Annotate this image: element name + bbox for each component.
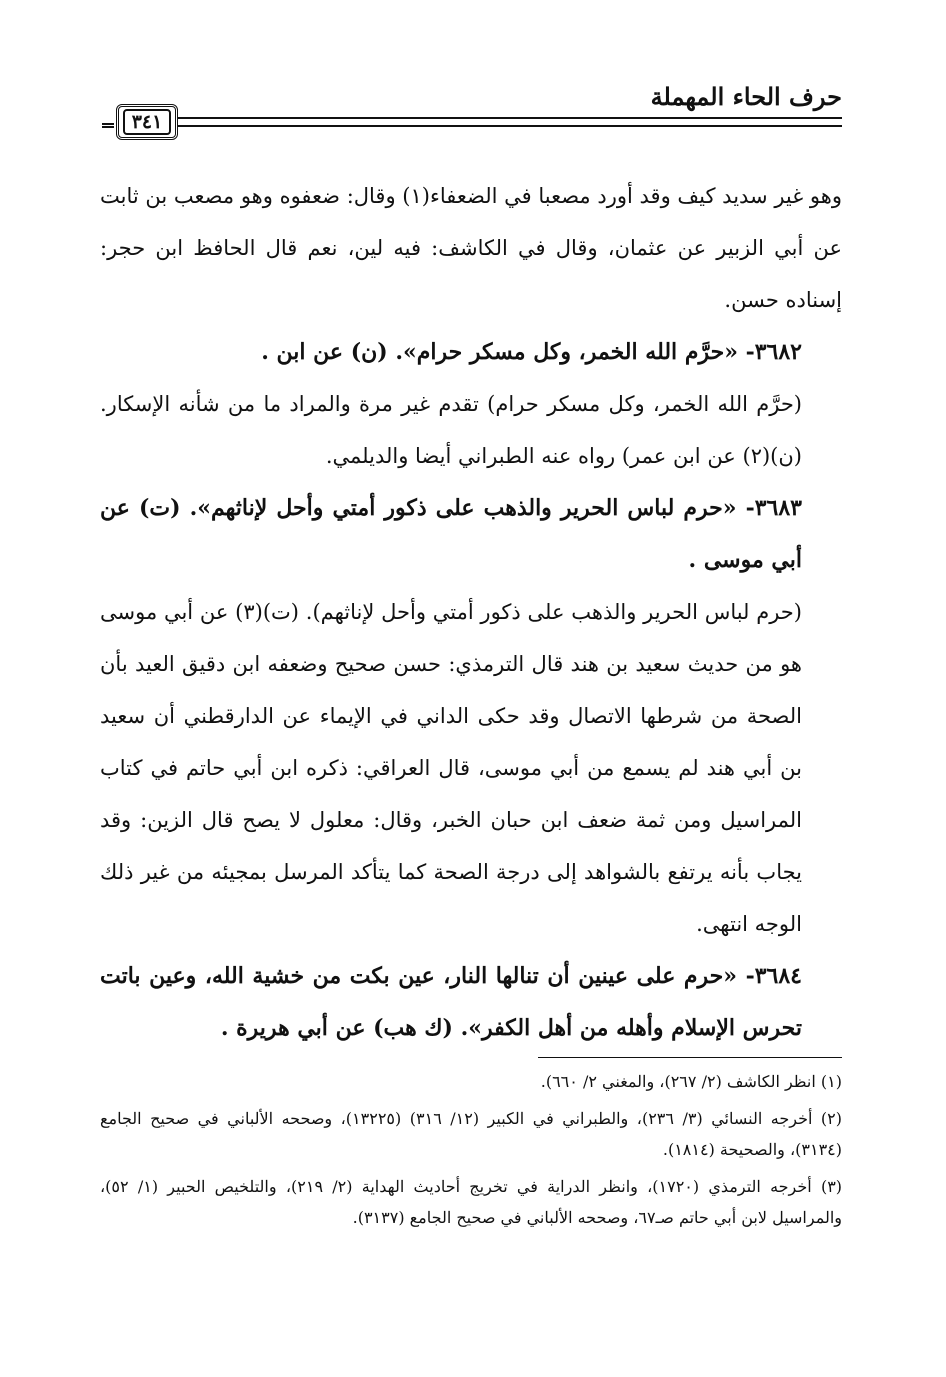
page-number-frame [116, 104, 178, 140]
header-rule-end [102, 123, 114, 128]
footnote-1: (١) انظر الكاشف (٢/ ٢٦٧)، والمغني ٢/ ٦٦٠). [540, 1072, 842, 1091]
page-header-title: حرف الحاء المهملة [650, 82, 842, 111]
paragraph-continuation: وهو غير سديد كيف وقد أورد مصعبا في الضعفاء(١) وقال: ضعفوه وهو مصعب بن ثابت عن أبي الزبير عن عثمان، وقال في الكاشف: فيه لين، نعم قال الحافظ ابن حجر: إسناده حسن. [100, 184, 842, 312]
footnotes [100, 1066, 842, 1239]
commentary-3683: (حرم لباس الحرير والذهب على ذكور أمتي وأحل لإناثهم). (ت)(٣) عن أبي موسى هو من حديث سعيد بن هند قال الترمذي: حسن صحيح وضعفه ابن دقيق العيد بأن الصحة من شرطها الاتصال وقد حكى الداني في الإيماء عن الدارقطني أن سعيد بن أبي هند لم يسمع من أبي موسى، قال العراقي: ذكره ابن أبي حاتم في كتاب المراسيل ومن ثمة ضعف ابن حبان الخبر، وقال: معلول لا يصح قال الزين: وقد يجاب بأنه يرتفع بالشواهد إلى درجة الصحة كما يتأكد المرسل بمجيئه من غير ذلك الوجه انتهى. [100, 600, 802, 936]
main-text [100, 170, 842, 1054]
hadith-entry-3683: ٣٦٨٣- «حرم لباس الحرير والذهب على ذكور أمتي وأحل لإناثهم». (ت) عن أبي موسى . [100, 495, 802, 573]
hadith-entry-3682: ٣٦٨٢- «حرَّم الله الخمر، وكل مسكر حرام». (ن) عن ابن . [261, 339, 802, 365]
hadith-entry-3684: ٣٦٨٤- «حرم على عينين أن تنالها النار، عين بكت من خشية الله، وعين باتت تحرس الإسلام وأهله من أهل الكفر». (ك هب) عن أبي هريرة . [100, 963, 802, 1041]
page-number: ٣٤١ [123, 109, 171, 135]
footnote-separator [538, 1057, 842, 1058]
footnote-3: (٣) أخرجه الترمذي (١٧٢٠)، وانظر الدراية في تخريج أحاديث الهداية (٢/ ٢١٩)، والتلخيص الحبير (١/ ٥٢)، والمراسيل لابن أبي حاتم صـ٦٧، وصححه الألباني في صحيح الجامع (٣١٣٧). [100, 1177, 843, 1227]
footnote-2: (٢) أخرجه النسائي (٣/ ٢٣٦)، والطبراني في الكبير (١٢/ ٣١٦) (١٣٢٢٥)، وصححه الألباني في صحيح الجامع (٣١٣٤)، والصحيحة (١٨١٤). [100, 1109, 842, 1159]
commentary-3682: (حرَّم الله الخمر، وكل مسكر حرام) تقدم غير مرة والمراد ما من شأنه الإسكار. (ن)(٢) عن ابن عمر) رواه عنه الطبراني أيضا والديلمي. [100, 392, 802, 468]
header-double-rule [178, 117, 842, 127]
